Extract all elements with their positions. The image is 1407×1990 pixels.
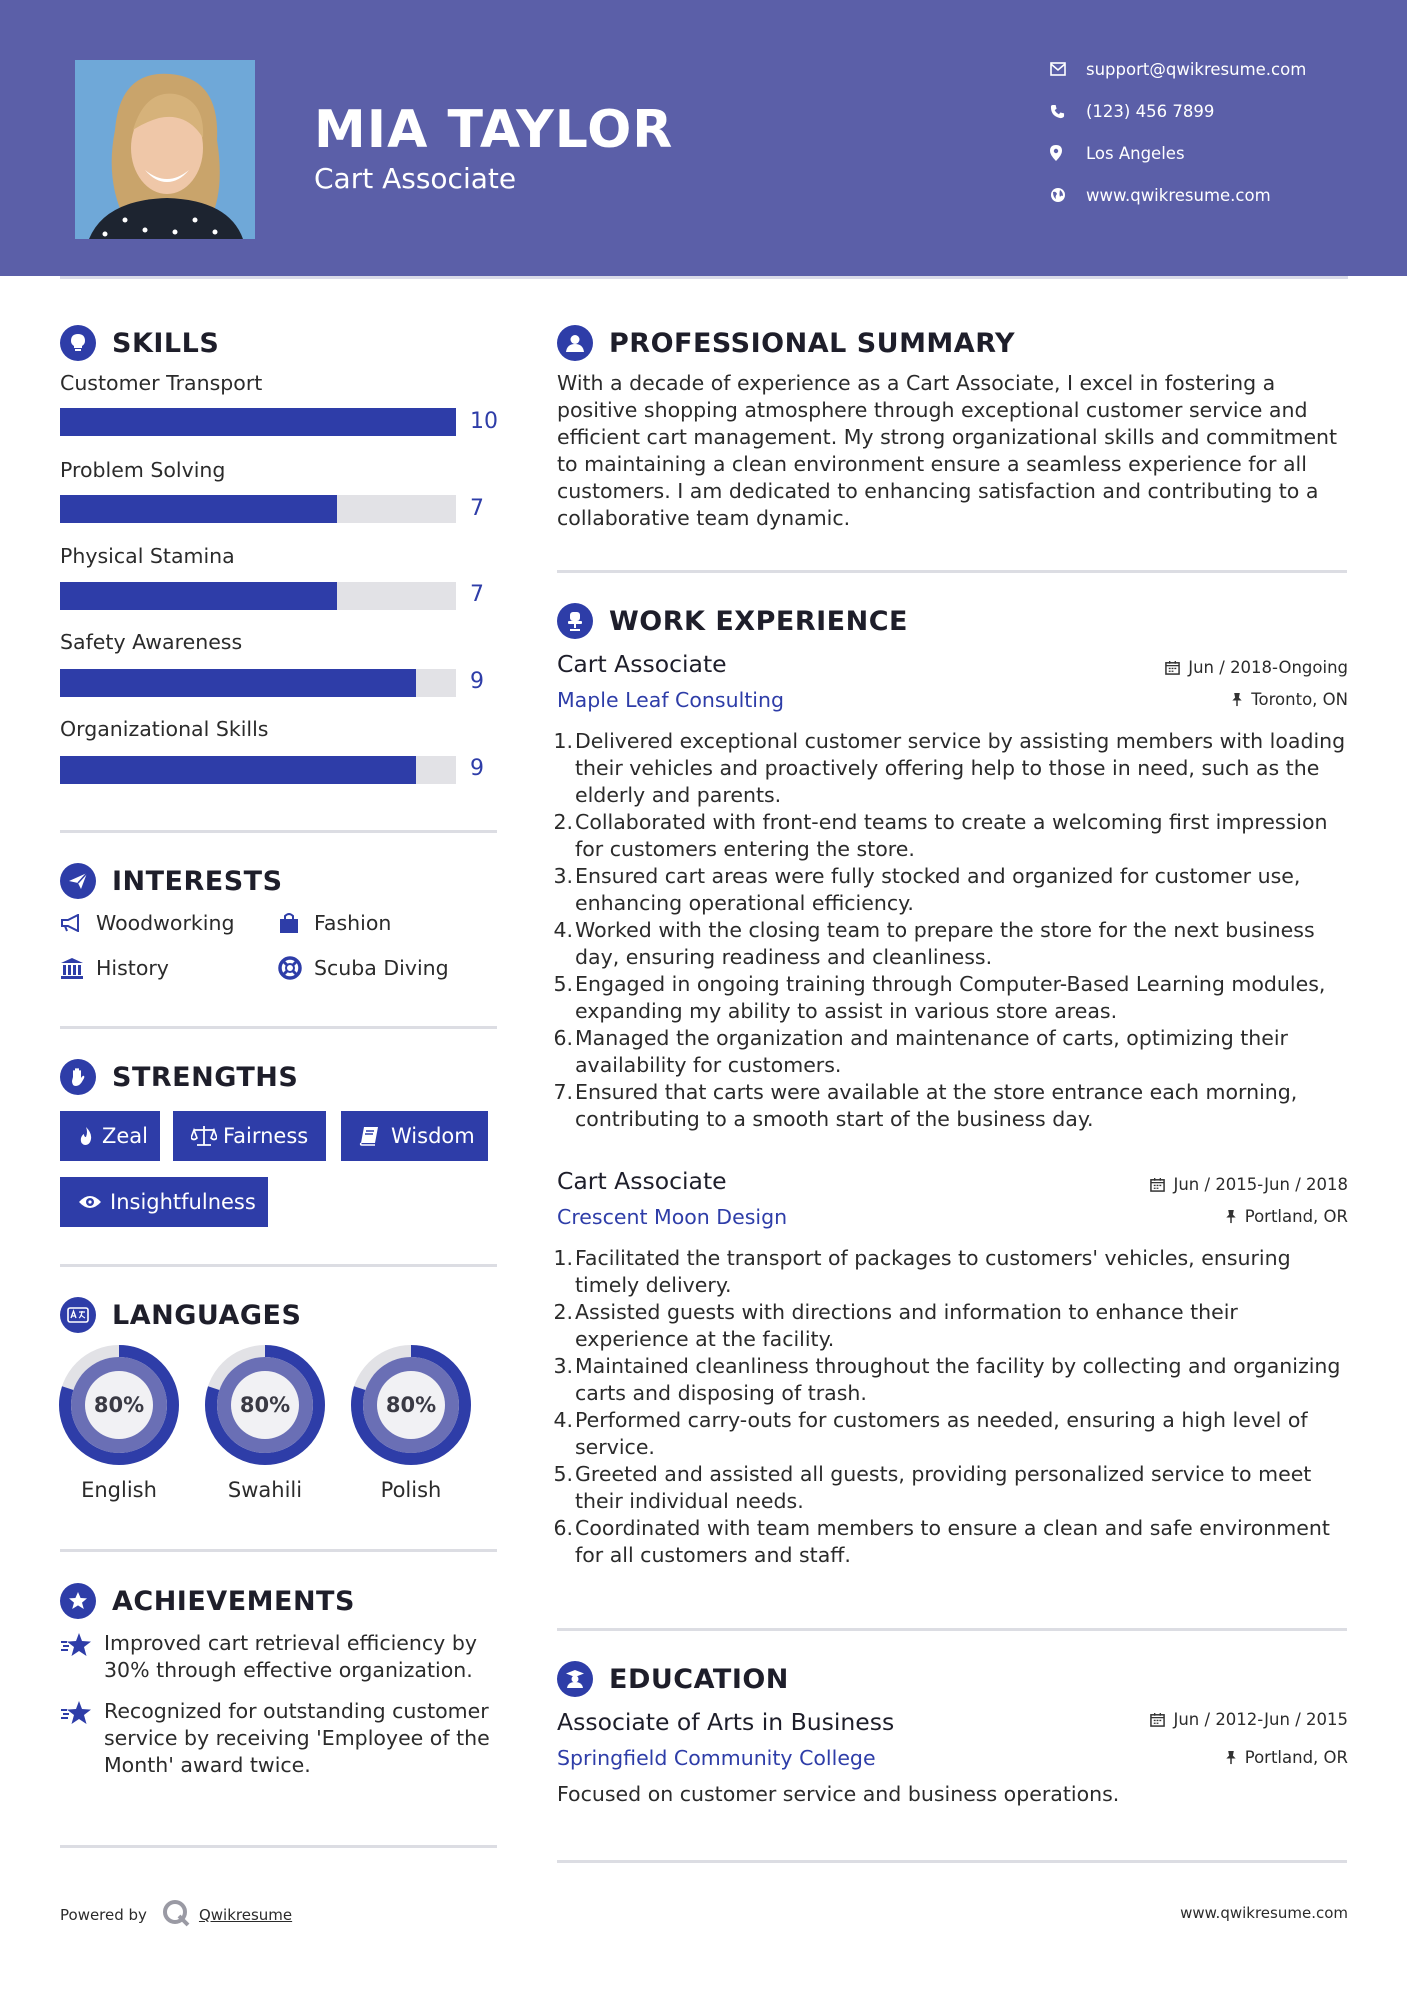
job-bullet [553,809,1351,863]
bullet-text: Worked with the closing team to prepare the store for the next business day, ensuring readiness and cleanliness. [575,918,1315,969]
bullet-number: 3. [553,864,573,888]
education-location: Portland, OR [1225,1748,1348,1767]
skills-heading: SKILLS [60,323,219,363]
museum-icon [60,957,96,979]
job-bullet [553,1407,1351,1461]
achievements-heading: ACHIEVEMENTS [60,1581,355,1621]
language-name: Polish [380,1478,442,1502]
education-dates: Jun / 2012-Jun / 2015 [1150,1710,1348,1729]
pushpin-icon [1225,1209,1237,1224]
bullet-text: Engaged in ongoing training through Computer-Based Learning modules, expanding my ability to assist in various store areas. [575,972,1326,1023]
experience-heading: WORK EXPERIENCE [557,601,908,641]
skill-name: Safety Awareness [60,630,243,654]
section-divider [557,570,1347,573]
bullet-number: 1. [553,1246,573,1270]
footer-powered-by: Powered by Qwikresume [60,1898,292,1932]
skill-value: 10 [470,409,498,434]
footer-website[interactable]: www.qwikresume.com [1180,1904,1348,1922]
section-divider [60,1264,497,1267]
strength-badge: Wisdom [341,1111,488,1161]
star-icon [60,1630,104,1684]
pushpin-icon [1225,1750,1237,1765]
bullet-text: Ensured that carts were available at the store entrance each morning, contributing to a smooth start of the business day. [575,1080,1298,1131]
job-title: Cart Associate [557,650,727,678]
qwikresume-logo-icon [161,1898,191,1932]
bullet-number: 3. [553,1354,573,1378]
job-title: Cart Associate [557,1167,727,1195]
strength-badge: Zeal [60,1111,160,1161]
job-bullet [553,1025,1351,1079]
interest-item: Scuba Diving [278,953,449,983]
contact-location: Los Angeles [1050,138,1370,168]
bullet-text: Assisted guests with directions and information to enhance their experience at the facility. [575,1300,1238,1351]
achievement-item: Improved cart retrieval efficiency by 30% through effective organization. [60,1630,500,1684]
skill-value: 7 [470,582,484,607]
interest-item: Fashion [278,908,391,938]
job-bullet [553,863,1351,917]
language-percent: 80% [385,1393,437,1417]
interests-heading: INTERESTS [60,861,283,901]
skill-bar [60,756,456,784]
skill-bar [60,669,456,697]
bullet-number: 2. [553,810,573,834]
skill-bar [60,408,456,436]
header-divider [60,276,1348,279]
lifebuoy-icon [278,956,314,980]
bullet-text: Greeted and assisted all guests, providing personalized service to meet their individual needs. [575,1462,1312,1513]
section-divider [60,1845,497,1848]
job-bullet [553,728,1351,809]
lightbulb-icon [60,325,96,361]
calendar-icon [1150,1712,1165,1727]
bullet-number: 7. [553,1080,573,1104]
section-divider [60,1549,497,1552]
megaphone-icon [60,914,96,932]
interest-item: Woodworking [60,908,234,938]
skill-value: 9 [470,756,484,781]
interest-item: History [60,953,169,983]
resume-header [0,0,1407,276]
language-icon [60,1297,96,1333]
trophy-star-icon [60,1583,96,1619]
bullet-number: 4. [553,1408,573,1432]
candidate-name: MIA TAYLOR [314,100,674,160]
bullet-number: 1. [553,729,573,753]
bullet-number: 5. [553,1462,573,1486]
section-divider [60,830,497,833]
hand-icon [60,1059,96,1095]
bullet-number: 6. [553,1026,573,1050]
education-degree: Associate of Arts in Business [557,1708,895,1736]
skill-bar-fill [60,495,337,523]
job-bullet [553,1299,1351,1353]
job-bullet [553,1353,1351,1407]
language-ring [204,1344,326,1466]
bullet-text: Ensured cart areas were fully stocked and organized for customer use, enhancing operational efficiency. [575,864,1301,915]
bullet-number: 6. [553,1516,573,1540]
bullet-text: Facilitated the transport of packages to customers' vehicles, ensuring timely delivery. [575,1246,1291,1297]
user-icon [557,325,593,361]
skill-bar-fill [60,582,337,610]
bullet-text: Managed the organization and maintenance of carts, optimizing their availability for customers. [575,1026,1288,1077]
skill-name: Physical Stamina [60,544,235,568]
job-bullets [553,728,1351,1133]
achievement-item: Recognized for outstanding customer service by receiving 'Employee of the Month' award twice. [60,1698,500,1779]
star-icon [60,1698,104,1779]
job-bullet [553,917,1351,971]
skill-name: Problem Solving [60,458,226,482]
graduate-icon [557,1661,593,1697]
skill-bar-fill [60,756,416,784]
job-bullet [553,1461,1351,1515]
bullet-text: Coordinated with team members to ensure a clean and safe environment for all customers and staff. [575,1516,1330,1567]
job-bullets [553,1245,1351,1569]
language-ring [350,1344,472,1466]
skill-bar [60,495,456,523]
job-location: Toronto, ON [1231,690,1348,709]
job-bullet [553,1245,1351,1299]
balance-scale-icon [191,1125,223,1147]
job-bullet [553,1079,1351,1133]
strength-badge: Insightfulness [60,1177,268,1227]
education-description: Focused on customer service and business operations. [557,1782,1120,1806]
job-company: Crescent Moon Design [557,1205,788,1229]
shopping-bag-icon [278,912,314,934]
job-bullet [553,971,1351,1025]
book-icon [359,1126,391,1146]
job-dates: Jun / 2015-Jun / 2018 [1150,1175,1348,1194]
language-ring [58,1344,180,1466]
job-company: Maple Leaf Consulting [557,688,785,712]
bullet-number: 5. [553,972,573,996]
bullet-text: Delivered exceptional customer service by assisting members with loading their vehicles and proactively offering help to those in need, such as the elderly and parents. [575,729,1346,807]
calendar-icon [1150,1177,1165,1192]
calendar-icon [1165,660,1180,675]
bullet-number: 4. [553,918,573,942]
language-name: Swahili [227,1478,303,1502]
map-pin-icon [1050,145,1086,161]
language-percent: 80% [239,1393,291,1417]
job-bullet [553,1515,1351,1569]
profile-photo [75,60,255,239]
envelope-icon [1050,62,1086,76]
languages-heading: LANGUAGES [60,1295,301,1335]
language-name: English [81,1478,157,1502]
contact-website[interactable]: www.qwikresume.com [1050,180,1370,210]
bullet-text: Collaborated with front-end teams to create a welcoming first impression for customers entering the store. [575,810,1328,861]
bullet-text: Maintained cleanliness throughout the facility by collecting and organizing carts and disposing of trash. [575,1354,1341,1405]
section-divider [557,1628,1347,1631]
strength-badge: Fairness [173,1111,326,1161]
skill-value: 7 [470,496,484,521]
skill-name: Organizational Skills [60,717,269,741]
contact-email[interactable]: support@qwikresume.com [1050,54,1370,84]
section-divider [557,1860,1347,1863]
job-dates: Jun / 2018-Ongoing [1165,658,1348,677]
summary-text: With a decade of experience as a Cart Associate, I excel in fostering a positive shopping atmosphere through exceptional customer service and efficient cart management. My strong organizational skills and commitment to maintaining a clean environment ensure a seamless experience for all customers. I am dedicated to enhancing satisfaction and contributing to a collaborative team dynamic. [557,371,1338,530]
paper-plane-icon [60,863,96,899]
education-heading: EDUCATION [557,1659,789,1699]
globe-icon [1050,187,1086,203]
candidate-title: Cart Associate [314,162,517,195]
skill-bar [60,582,456,610]
office-chair-icon [557,603,593,639]
summary-heading: PROFESSIONAL SUMMARY [557,323,1015,363]
bullet-text: Performed carry-outs for customers as needed, ensuring a high level of service. [575,1408,1308,1459]
phone-icon [1050,104,1086,119]
skill-bar-fill [60,669,416,697]
strengths-heading: STRENGTHS [60,1057,298,1097]
eye-icon [78,1194,110,1210]
language-percent: 80% [93,1393,145,1417]
bullet-number: 2. [553,1300,573,1324]
education-school: Springfield Community College [557,1746,876,1770]
job-location: Portland, OR [1225,1207,1348,1226]
skill-value: 9 [470,669,484,694]
skill-bar-fill [60,408,456,436]
pushpin-icon [1231,692,1243,707]
contact-phone[interactable]: (123) 456 7899 [1050,96,1370,126]
skill-name: Customer Transport [60,371,263,395]
flame-icon [78,1126,102,1146]
section-divider [60,1026,497,1029]
qwikresume-link[interactable]: Qwikresume [198,1906,293,1924]
